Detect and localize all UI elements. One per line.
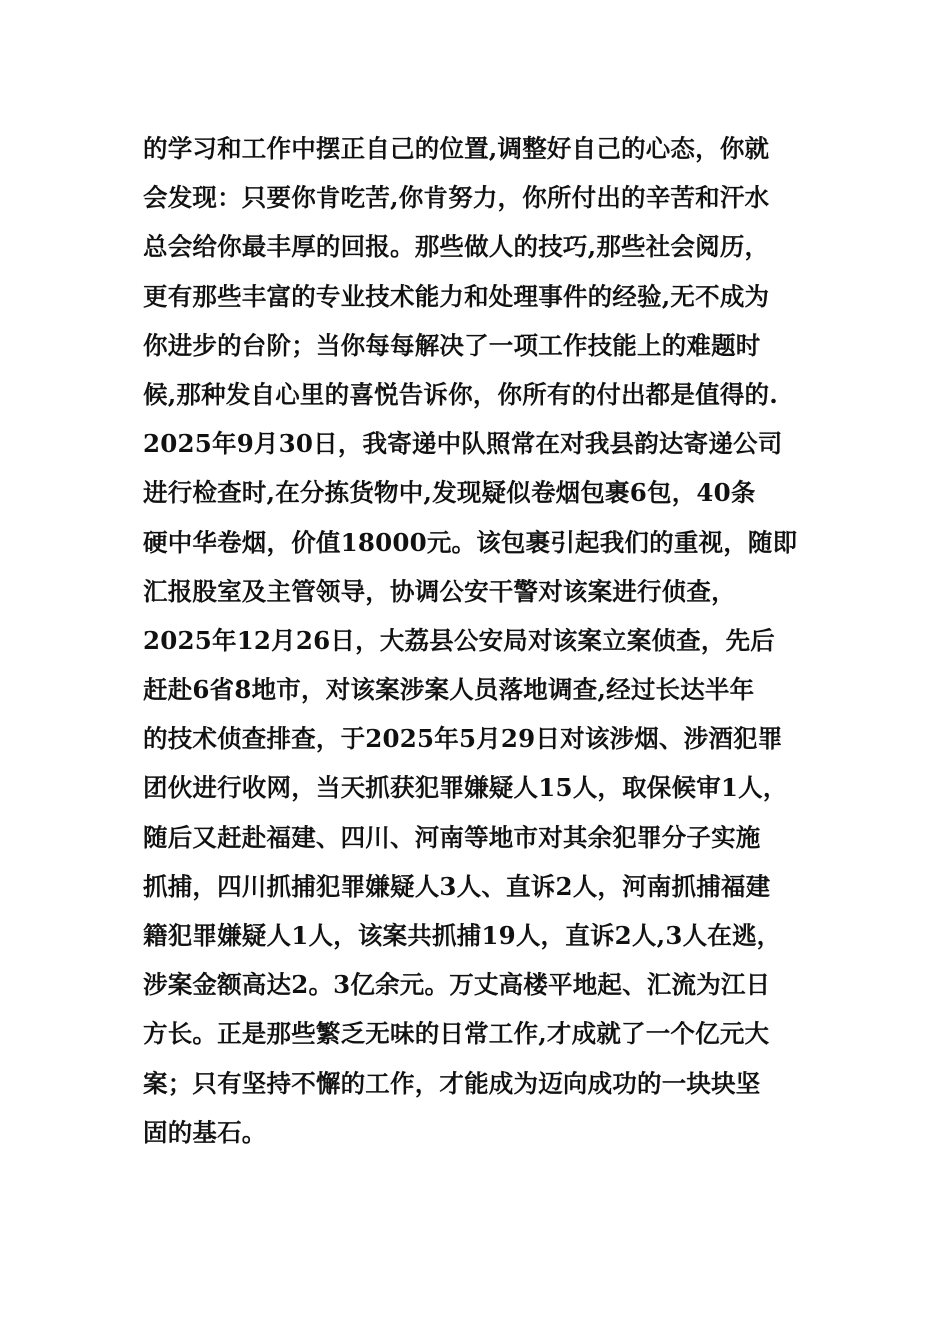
text-line: 固的基石。: [143, 1117, 267, 1147]
text-line: 2025年9月30日，我寄递中队照常在对我县韵达寄递公司: [143, 429, 783, 459]
text-line: 随后又赶赴福建、四川、河南等地市对其余犯罪分子实施: [143, 822, 761, 852]
text-line: 更有那些丰富的专业技术能力和处理事件的经验,无不成为: [143, 281, 770, 311]
text-line: 的技术侦查排查，于2025年5月29日对该涉烟、涉酒犯罪: [143, 724, 783, 754]
text-line: 案；只有坚持不懈的工作，才能成为迈向成功的一块块坚: [143, 1068, 761, 1098]
text-line: 候,那种发自心里的喜悦告诉你，你所有的付出都是值得的.: [143, 379, 778, 409]
text-line: 进行检查时,在分拣货物中,发现疑似卷烟包裹6包，40条: [143, 478, 756, 508]
text-line: 总会给你最丰厚的回报。那些做人的技巧,那些社会阅历，: [143, 232, 770, 262]
text-line: 2025年12月26日，大荔县公安局对该案立案侦查，先后: [143, 625, 775, 655]
text-line: 会发现：只要你肯吃苦,你肯努力，你所付出的辛苦和汗水: [143, 183, 770, 213]
text-line: 团伙进行收网，当天抓获犯罪嫌疑人15人，取保候审1人，: [143, 773, 788, 803]
text-line: 赶赴6省8地市，对该案涉案人员落地调查,经过长达半年: [143, 675, 755, 705]
text-line: 硬中华卷烟，价值18000元。该包裹引起我们的重视，随即: [143, 527, 798, 557]
body-paragraph: [143, 124, 823, 1157]
text-line: 的学习和工作中摆正自己的位置,调整好自己的心态，你就: [143, 134, 770, 163]
text-line: 方长。正是那些繁乏无味的日常工作,才成就了一个亿元大: [143, 1019, 770, 1049]
text-line: 抓捕，四川抓捕犯罪嫌疑人3人、直诉2人，河南抓捕福建: [143, 871, 771, 901]
text-line: 籍犯罪嫌疑人1人，该案共抓捕19人，直诉2人,3人在逃，: [143, 921, 782, 950]
text-line: 你进步的台阶；当你每每解决了一项工作技能上的难题时: [143, 330, 761, 360]
text-line: 涉案金额高达2。3亿余元。万丈高楼平地起、汇流为江日: [143, 970, 771, 1000]
text-line: 汇报股室及主管领导，协调公安干警对该案进行侦查，: [143, 576, 736, 606]
